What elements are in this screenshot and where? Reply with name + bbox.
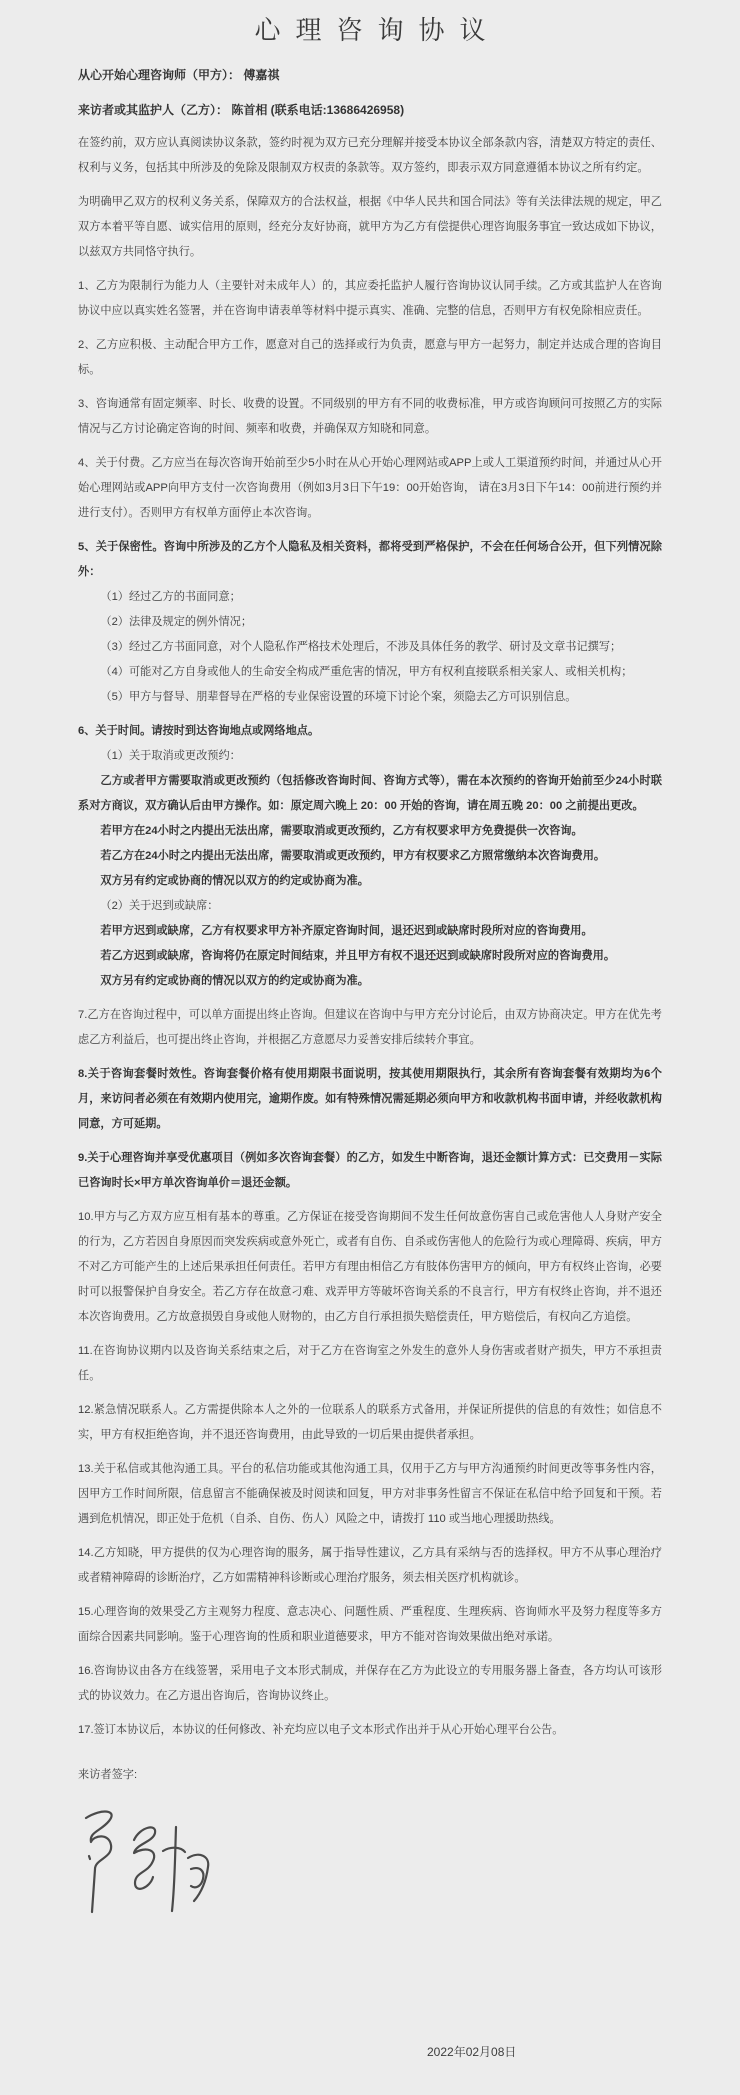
clause-5-item-1: （1）经过乙方的书面同意； <box>100 591 241 603</box>
clause-5-item-4: （4）可能对乙方自身或他人的生命安全构成严重危害的情况，甲方有权利直接联系相关家人、或相关机构； <box>100 666 633 678</box>
clause-17: 17.签订本协议后，本协议的任何修改、补充均应以电子文本形式作出并于从心开始心理平台公告。 <box>78 1724 564 1736</box>
clause-intro-1: 在签约前，双方应认真阅读协议条款，签约时视为双方已充分理解并接受本协议全部条款内容，清楚双方特定的责任、权利与义务，包括其中所涉及的免除及限制双方权责的条款等。双方签约，即表示双方同意遵循本协议之所有约定。 <box>78 137 662 174</box>
clause-6-section <box>78 719 662 994</box>
clause-6-sub-1-para-1: 乙方或者甲方需要取消或更改预约（包括修改咨询时间、咨询方式等），需在本次预约的咨询开始前至少24小时联系对方商议，双方确认后由甲方操作。如：原定周六晚上 20：00 开始的咨询，请在周五晚 20：00 之前提出更改。 <box>78 775 662 812</box>
signature-image <box>72 1806 222 1936</box>
clause-14: 14.乙方知晓，甲方提供的仅为心理咨询的服务，属于指导性建议，乙方具有采纳与否的选择权。甲方不从事心理治疗或者精神障碍的诊断治疗，乙方如需精神科诊断或心理治疗服务，须去相关医疗机构就诊。 <box>78 1547 662 1584</box>
clause-6-sub-1-header: （1）关于取消或更改预约： <box>100 750 241 762</box>
clause-6-sub-2-header: （2）关于迟到或缺席： <box>100 900 219 912</box>
clause-10: 10.甲方与乙方双方应互相有基本的尊重。乙方保证在接受咨询期间不发生任何故意伤害自己或危害他人人身财产安全的行为，乙方若因自身原因而突发疾病或意外死亡，或者有自伤、自杀或伤害他人的危险行为或心理障碍、疾病，甲方不对乙方可能产生的上述后果承担任何责任。若甲方有理由相信乙方有肢体伤害甲方的倾向，甲方有权终止咨询，必要时可以报警保护自身安全。若乙方存在故意刁难、戏弄甲方等破坏咨询关系的不良言行，甲方有权终止咨询，并不退还本次咨询费用。乙方故意损毁自身或他人财物的，由乙方自行承担损失赔偿责任，甲方赔偿后，有权向乙方追偿。 <box>78 1211 662 1323</box>
clause-2: 2、乙方应积极、主动配合甲方工作，愿意对自己的选择或行为负责，愿意与甲方一起努力，制定并达成合理的咨询目标。 <box>78 339 662 376</box>
signature-date: 2022年02月08日 <box>427 2045 517 2059</box>
clause-5-item-3: （3）经过乙方书面同意，对个人隐私作严格技术处理后，不涉及具体任务的教学、研讨及文章书记撰写； <box>100 641 622 653</box>
signature-label: 来访者签字: <box>78 1769 138 1781</box>
clause-15: 15.心理咨询的效果受乙方主观努力程度、意志决心、问题性质、严重程度、生理疾病、咨询师水平及努力程度等多方面综合因素共同影响。鉴于心理咨询的性质和职业道德要求，甲方不能对咨询效果做出绝对承诺。 <box>78 1606 662 1643</box>
clause-5-exceptions <box>78 585 662 710</box>
clause-4: 4、关于付费。乙方应当在每次咨询开始前至少5小时在从心开始心理网站或APP上或人工渠道预约时间，并通过从心开始心理网站或APP向甲方支付一次咨询费用（例如3月3日下午19：00开始咨询， 请在3月3日下午14：00前进行预约并进行支付）。否则甲方有权单方面停止本次咨询。 <box>78 457 662 519</box>
clause-6-sub-1-para-2: 若甲方在24小时之内提出无法出席，需要取消或更改预约，乙方有权要求甲方免费提供一次咨询。 <box>100 825 583 837</box>
clause-7: 7.乙方在咨询过程中，可以单方面提出终止咨询。但建议在咨询中与甲方充分讨论后，由双方协商决定。甲方在优先考虑乙方利益后，也可提出终止咨询，并根据乙方意愿尽力妥善安排后续转介事宜。 <box>78 1009 662 1046</box>
party-b-line: 来访者或其监护人（乙方）： 陈首相 (联系电话:13686426958) <box>78 103 405 117</box>
clause-16: 16.咨询协议由各方在线签署，采用电子文本形式制成，并保存在乙方为此设立的专用服务器上备查，各方均认可该形式的协议效力。在乙方退出咨询后，咨询协议终止。 <box>78 1665 662 1702</box>
clause-9: 9.关于心理咨询并享受优惠项目（例如多次咨询套餐）的乙方，如发生中断咨询，退还金额计算方式：已交费用－实际已咨询时长×甲方单次咨询单价＝退还金额。 <box>78 1152 662 1189</box>
clause-5: 5、关于保密性。咨询中所涉及的乙方个人隐私及相关资料，都将受到严格保护，不会在任何场合公开，但下列情况除外： <box>78 541 662 578</box>
clause-11: 11.在咨询协议期内以及咨询关系结束之后，对于乙方在咨询室之外发生的意外人身伤害或者财产损失，甲方不承担责任。 <box>78 1345 662 1382</box>
clause-5-item-5: （5）甲方与督导、朋辈督导在严格的专业保密设置的环境下讨论个案，须隐去乙方可识别信息。 <box>100 691 577 703</box>
clause-5-item-2: （2）法律及规定的例外情况； <box>100 616 253 628</box>
clause-6-sub-2-para-1: 若甲方迟到或缺席，乙方有权要求甲方补齐原定咨询时间，退还迟到或缺席时段所对应的咨询费用。 <box>100 925 593 937</box>
clause-1: 1、乙方为限制行为能力人（主要针对未成年人）的，其应委托监护人履行咨询协议认同手续。乙方或其监护人在咨询协议中应以真实姓名签署，并在咨询申请表单等材料中提示真实、准确、完整的信息，否则甲方有权免除相应责任。 <box>78 280 662 317</box>
clause-6-sub-1-para-4: 双方另有约定或协商的情况以双方的约定或协商为准。 <box>100 875 369 887</box>
clause-3: 3、咨询通常有固定频率、时长、收费的设置。不同级别的甲方有不同的收费标准，甲方或咨询顾问可按照乙方的实际情况与乙方讨论确定咨询的时间、频率和收费，并确保双方知晓和同意。 <box>78 398 662 435</box>
clause-intro-2: 为明确甲乙双方的权利义务关系，保障双方的合法权益，根据《中华人民共和国合同法》等有关法律法规的规定，甲乙双方本着平等自愿、诚实信用的原则，经充分友好协商，就甲方为乙方有偿提供心理咨询服务事宜一致达成如下协议，以兹双方共同恪守执行。 <box>78 196 662 258</box>
page-title: 心理咨询协议 <box>254 15 501 45</box>
clause-6-sub-2-para-2: 若乙方迟到或缺席，咨询将仍在原定时间结束，并且甲方有权不退还迟到或缺席时段所对应的咨询费用。 <box>100 950 616 962</box>
party-a-line: 从心开始心理咨询师（甲方）： 傅嘉祺 <box>78 68 280 82</box>
clause-13: 13.关于私信或其他沟通工具。平台的私信功能或其他沟通工具，仅用于乙方与甲方沟通预约时间更改等事务性内容，因甲方工作时间所限，信息留言不能确保被及时阅读和回复，甲方对非事务性留言不保证在私信中给予回复和干预。若遇到危机情况，即正处于危机（自杀、自伤、伤人）风险之中，请拨打 110 或当地心理援助热线。 <box>78 1463 662 1525</box>
clause-6: 6、关于时间。请按时到达咨询地点或网络地点。 <box>78 725 320 737</box>
clause-8: 8.关于咨询套餐时效性。咨询套餐价格有使用期限书面说明，按其使用期限执行，其余所有咨询套餐有效期均为6个月，来访问者必须在有效期内使用完，逾期作废。如有特殊情况需延期必须向甲方和收款机构书面申请，并经收款机构同意，方可延期。 <box>78 1068 662 1130</box>
clause-6-sub-2-para-3: 双方另有约定或协商的情况以双方的约定或协商为准。 <box>100 975 369 987</box>
clause-6-sub-1-para-3: 若乙方在24小时之内提出无法出席，需要取消或更改预约，甲方有权要求乙方照常缴纳本次咨询费用。 <box>100 850 606 862</box>
clause-12: 12.紧急情况联系人。乙方需提供除本人之外的一位联系人的联系方式备用，并保证所提供的信息的有效性；如信息不实，甲方有权拒绝咨询，并不退还咨询费用，由此导致的一切后果由提供者承担。 <box>78 1404 662 1441</box>
